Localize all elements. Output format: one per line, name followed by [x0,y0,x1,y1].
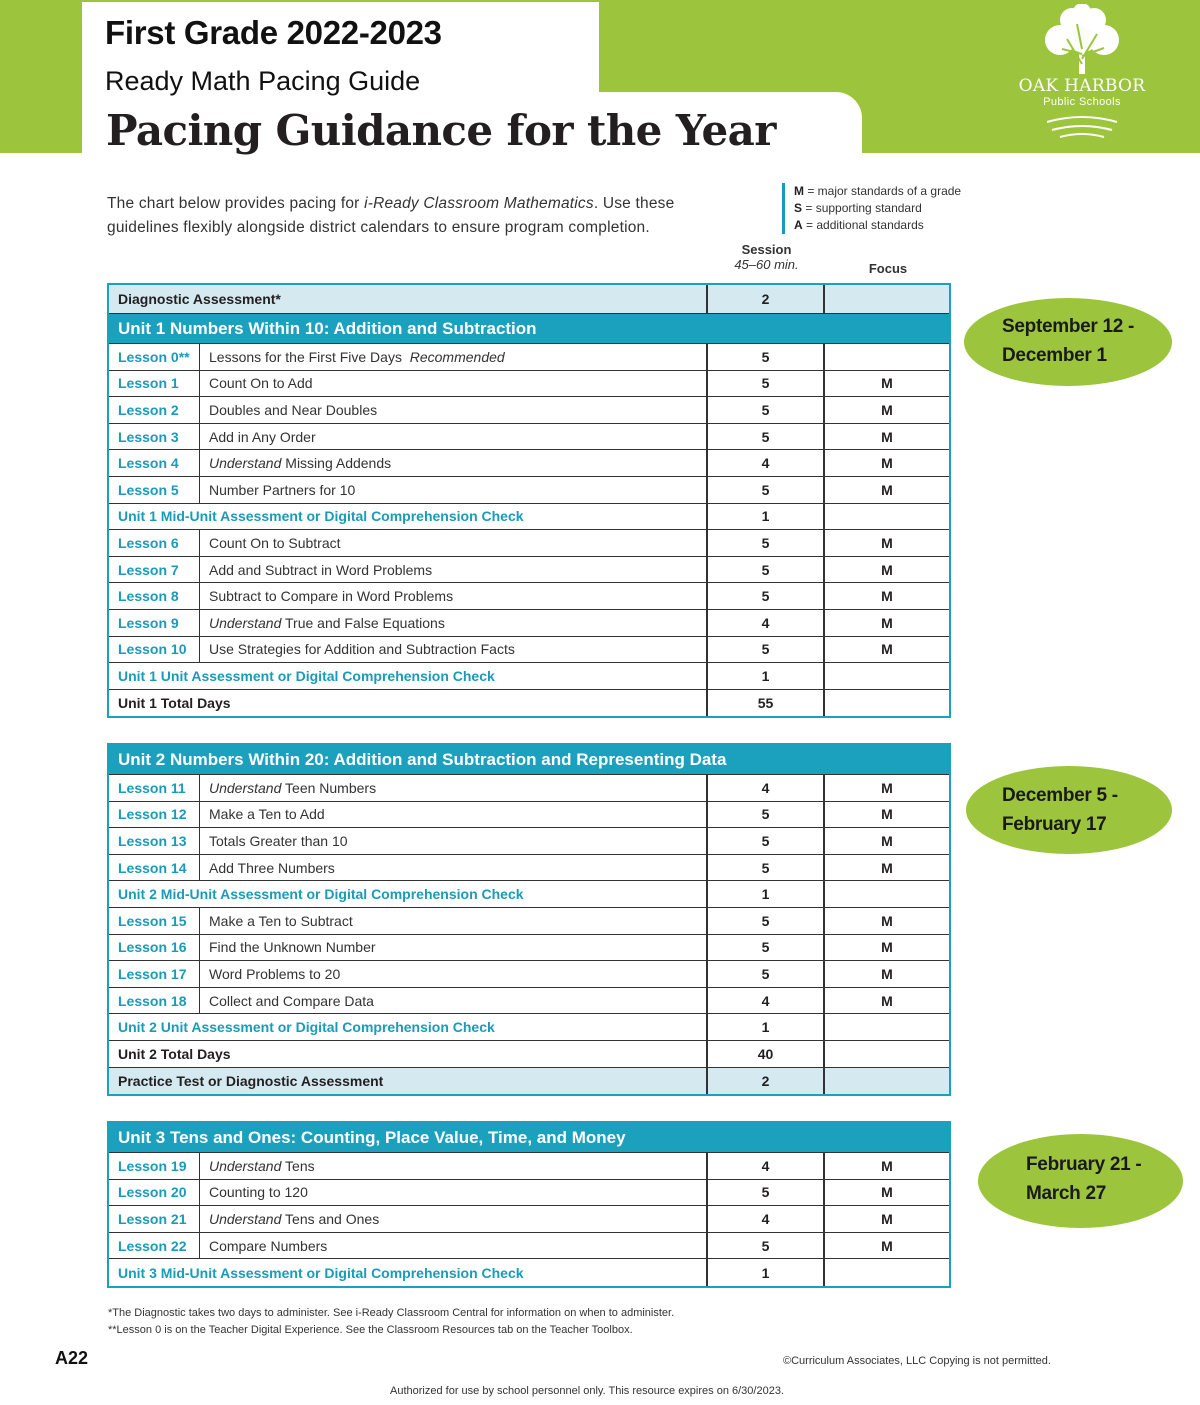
session-days: 5 [708,802,825,828]
lesson-title: Add and Subtract in Word Problems [200,557,708,583]
session-days: 1 [708,1259,825,1286]
lesson-title: Count On to Subtract [200,530,708,556]
session-column-header: Session 45–60 min. [734,242,799,272]
legend-item: M = major standards of a grade [794,184,962,198]
session-days: 5 [708,935,825,961]
lesson-title: Counting to 120 [200,1180,708,1206]
lesson-number: Lesson 17 [109,961,200,987]
lesson-row [109,583,949,610]
lesson-title: Collect and Compare Data [200,988,708,1014]
lesson-number: Lesson 1 [109,371,200,397]
session-days: 1 [708,504,825,530]
focus-value [825,663,949,689]
lesson-number: Lesson 0** [109,344,200,370]
unit1-table [107,283,951,718]
lesson-number: Lesson 15 [109,908,200,934]
total-label: Unit 1 Total Days [109,690,708,717]
grade-title: First Grade 2022-2023 [105,14,442,51]
lesson-title: Count On to Add [200,371,708,397]
lesson-row [109,371,949,398]
lesson-row [109,855,949,882]
session-days: 4 [708,1206,825,1232]
session-days: 5 [708,371,825,397]
footnote-diagnostic: *The Diagnostic takes two days to administer. See i-Ready Classroom Central for information on when to administer. [108,1307,675,1319]
session-days: 4 [708,450,825,476]
session-days: 1 [708,881,825,907]
session-days: 4 [708,1153,825,1179]
assess-label: Unit 2 Mid-Unit Assessment or Digital Comprehension Check [109,881,708,907]
focus-value: M [881,481,893,498]
lesson-row [109,802,949,829]
focus-value: M [881,832,893,849]
focus-value [825,504,949,530]
session-days: 55 [708,690,825,717]
focus-value: M [881,1237,893,1254]
assessment-row [109,504,949,531]
session-days: 5 [708,583,825,609]
focus-value [825,690,949,717]
practice-label: Practice Test or Diagnostic Assessment [109,1068,708,1095]
lesson-number: Lesson 4 [109,450,200,476]
assess-label: Unit 1 Mid-Unit Assessment or Digital Comprehension Check [109,504,708,530]
lesson-number: Lesson 9 [109,610,200,636]
guide-subtitle: Ready Math Pacing Guide [105,66,421,96]
focus-value: M [881,455,893,472]
intro-text: The chart below provides pacing for i-Ready Classroom Mathematics. Use these guidelines flexibly alongside district calendars to ensure program completion. [107,195,675,236]
focus-value: M [881,1184,893,1201]
session-days: 5 [708,1180,825,1206]
focus-value: M [881,428,893,445]
focus-value: M [881,1157,893,1174]
lesson-number: Lesson 18 [109,988,200,1014]
focus-value: M [881,614,893,631]
session-days: 1 [708,663,825,689]
lesson-title: Understand Tens and Ones [200,1206,708,1232]
lesson-number: Lesson 14 [109,855,200,881]
lesson-title: Subtract to Compare in Word Problems [200,583,708,609]
footnote-lesson0: **Lesson 0 is on the Teacher Digital Experience. See the Classroom Resources tab on the Teacher Toolbox. [108,1324,633,1336]
lesson-row [109,397,949,424]
lesson-row [109,450,949,477]
focus-value: M [881,859,893,876]
lesson-row [109,477,949,504]
focus-value [825,1014,949,1040]
lesson-number: Lesson 16 [109,935,200,961]
unit3-dates-oval: February 21 - March 27 [978,1134,1183,1228]
lesson-number: Lesson 21 [109,1206,200,1232]
focus-legend [782,183,961,234]
session-days: 4 [708,610,825,636]
focus-value: M [881,779,893,796]
unit3-header: Unit 3 Tens and Ones: Counting, Place Value, Time, and Money [109,1123,949,1153]
focus-value: M [881,939,893,956]
unit1-dates-oval: September 12 - December 1 [964,298,1172,386]
session-days: 5 [708,557,825,583]
lesson-row [109,557,949,584]
lesson-number: Lesson 5 [109,477,200,503]
lesson-title: Lessons for the First Five Days Recommended [200,344,708,370]
logo-name: OAK HARBOR [1018,76,1146,96]
lesson-row [109,1206,949,1233]
session-days: 2 [708,1068,825,1095]
session-days: 40 [708,1041,825,1067]
lesson-row [109,637,949,664]
unit2-table [107,743,951,1096]
lesson-number: Lesson 3 [109,424,200,450]
total-label: Unit 2 Total Days [109,1041,708,1067]
session-days: 5 [708,530,825,556]
session-days: 5 [708,477,825,503]
lesson-title: Understand True and False Equations [200,610,708,636]
assess-label: Unit 1 Unit Assessment or Digital Comprehension Check [109,663,708,689]
lesson-row [109,775,949,802]
lesson-title: Understand Tens [200,1153,708,1179]
lesson-row [109,530,949,557]
total-row [109,1041,949,1068]
lesson-title: Use Strategies for Addition and Subtraction Facts [200,637,708,663]
focus-value: M [881,912,893,929]
lesson-title: Understand Teen Numbers [200,775,708,801]
lesson-title: Number Partners for 10 [200,477,708,503]
lesson-number: Lesson 11 [109,775,200,801]
lesson-row [109,961,949,988]
focus-value: M [881,641,893,658]
focus-value [825,1259,949,1286]
unit1-header: Unit 1 Numbers Within 10: Addition and Subtraction [109,314,949,344]
assessment-row [109,1014,949,1041]
lesson-number: Lesson 10 [109,637,200,663]
lesson-title: Add in Any Order [200,424,708,450]
lesson-number: Lesson 6 [109,530,200,556]
lesson-row [109,610,949,637]
page-number: A22 [55,1348,89,1368]
focus-column-header: Focus [868,261,908,276]
lesson-title: Make a Ten to Add [200,802,708,828]
session-days: 5 [708,961,825,987]
lesson-number: Lesson 7 [109,557,200,583]
lesson-row [109,1233,949,1260]
focus-value: M [881,965,893,982]
lesson-title: Word Problems to 20 [200,961,708,987]
assessment-row [109,663,949,690]
assess-label: Unit 3 Mid-Unit Assessment or Digital Comprehension Check [109,1259,708,1286]
session-days: 5 [708,344,825,370]
copyright: ©Curriculum Associates, LLC Copying is not permitted. [783,1355,1051,1367]
focus-value: M [881,588,893,605]
lesson-number: Lesson 19 [109,1153,200,1179]
session-days: 4 [708,775,825,801]
assessment-row [109,881,949,908]
lesson-number: Lesson 20 [109,1180,200,1206]
lesson-row [109,424,949,451]
unit2-header: Unit 2 Numbers Within 20: Addition and Subtraction and Representing Data [109,745,949,775]
page-title: Pacing Guidance for the Year [106,106,776,155]
session-days: 5 [708,855,825,881]
focus-value [825,1068,949,1095]
unit2-dates-oval: December 5 - February 17 [966,766,1172,854]
total-row [109,690,949,717]
diagnostic-row: Diagnostic Assessment* 2 [109,285,949,314]
session-days: 5 [708,908,825,934]
practice-test-row [109,1068,949,1095]
focus-value [825,881,949,907]
legend-item: S = supporting standard [794,201,922,215]
session-days: 5 [708,828,825,854]
lesson-title: Doubles and Near Doubles [200,397,708,423]
session-days: 5 [708,1233,825,1259]
focus-value: M [881,375,893,392]
focus-value: M [881,992,893,1009]
assess-label: Unit 2 Unit Assessment or Digital Comprehension Check [109,1014,708,1040]
focus-value: M [881,1210,893,1227]
lesson-row [109,1180,949,1207]
lesson-title: Understand Missing Addends [200,450,708,476]
session-days: 5 [708,397,825,423]
focus-value: M [881,561,893,578]
lesson-number: Lesson 22 [109,1233,200,1259]
focus-value: M [881,534,893,551]
session-days: 4 [708,988,825,1014]
lesson-number: Lesson 13 [109,828,200,854]
focus-value: M [881,806,893,823]
lesson-title: Compare Numbers [200,1233,708,1259]
focus-value [825,1041,949,1067]
lesson-row [109,344,949,371]
focus-value [825,344,949,370]
lesson-row [109,935,949,962]
legend-item: A = additional standards [794,218,924,232]
lesson-title: Make a Ten to Subtract [200,908,708,934]
lesson-title: Find the Unknown Number [200,935,708,961]
lesson-row [109,988,949,1015]
session-days: 5 [708,637,825,663]
focus-value: M [881,401,893,418]
lesson-row [109,908,949,935]
authorization-notice: Authorized for use by school personnel only. This resource expires on 6/30/2023. [390,1385,784,1397]
lesson-row [109,1153,949,1180]
lesson-number: Lesson 12 [109,802,200,828]
lesson-title: Totals Greater than 10 [200,828,708,854]
session-days: 1 [708,1014,825,1040]
unit3-table [107,1121,951,1288]
session-days: 5 [708,424,825,450]
lesson-title: Add Three Numbers [200,855,708,881]
lesson-number: Lesson 2 [109,397,200,423]
assessment-row [109,1259,949,1286]
logo-subname: Public Schools [1043,96,1121,108]
lesson-number: Lesson 8 [109,583,200,609]
lesson-row [109,828,949,855]
